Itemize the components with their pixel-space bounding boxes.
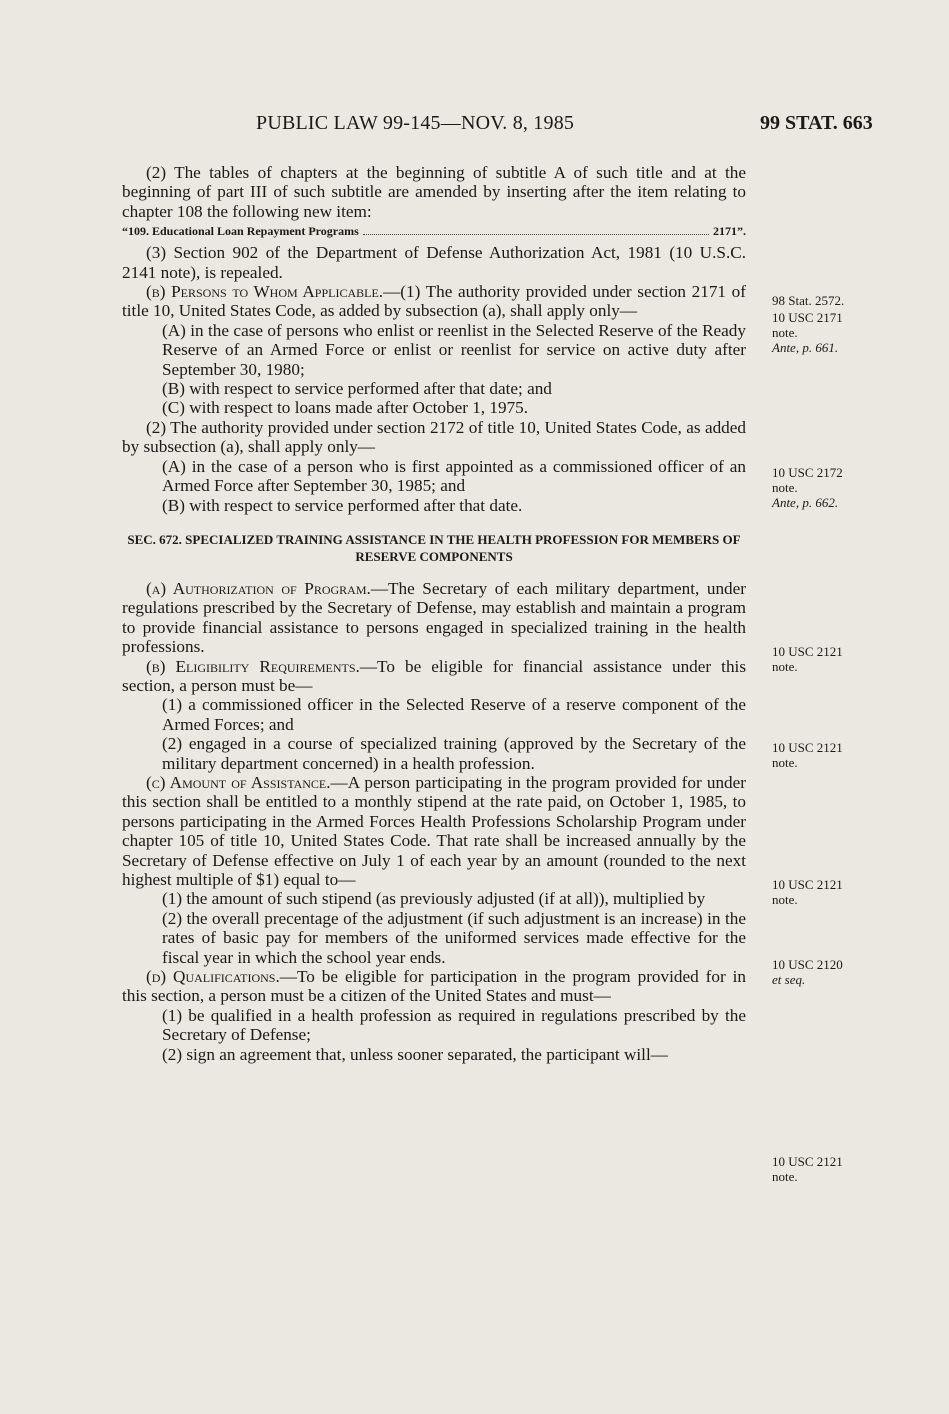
toc-item-page: 2171”. — [713, 224, 746, 239]
margin-note-line: 10 USC 2121 — [772, 740, 843, 755]
margin-note-line: et seq. — [772, 972, 806, 987]
document-body — [122, 163, 746, 1064]
clause: (1) a commissioned officer in the Selected Reserve of a reserve component of the Armed Forces; and — [162, 695, 746, 734]
margin-note-line: 98 Stat. 2572. — [772, 293, 845, 308]
subsection-text: —A person participating in the program provided for under this section shall be entitled to a monthly stipend at the rate paid, on October 1, 1985, to persons participating in the Armed Forces Health Professions Scholarship Program under chapter 105 of title 10, United States Code. That rate shall be increased annually by the Secretary of Defense effective on July 1 of each year by an amount (rounded to the next highest multiple of $1) equal to— — [122, 772, 746, 889]
margin-note — [772, 877, 843, 907]
margin-note — [772, 1154, 843, 1184]
paragraph: (2) The authority provided under section 2172 of title 10, United States Code, as added by subsection (a), shall apply only— — [122, 417, 746, 457]
margin-note-line: note. — [772, 659, 798, 674]
clause: (A) in the case of a person who is first appointed as a commissioned officer of an Armed Force after September 30, 1985; and — [162, 456, 746, 496]
margin-note-line: note. — [772, 480, 798, 495]
clause: (B) with respect to service performed after that date; and — [162, 379, 552, 399]
toc-leader — [363, 234, 709, 235]
paragraph: (2) The tables of chapters at the beginning of subtitle A of such title and at the beginning of part III of such subtitle are amended by inserting after the item relating to chapter 108 the following new item: — [122, 163, 746, 221]
margin-note-line: note. — [772, 892, 798, 907]
toc-item-label: “109. Educational Loan Repayment Programs — [122, 224, 359, 239]
margin-note-line: 10 USC 2171 — [772, 310, 843, 325]
subsection-text: —The Secretary of each military department, under regulations prescribed by the Secretary of Defense, may establish and maintain a program to provide financial assistance to persons engaged in specialized training in the health professions. — [122, 578, 746, 657]
margin-note — [772, 465, 843, 510]
margin-note-line: 10 USC 2172 — [772, 465, 843, 480]
subsection-text: —To be eligible for financial assistance under this section, a person must be— — [122, 656, 747, 695]
margin-note — [772, 644, 843, 674]
margin-note-line: note. — [772, 1169, 798, 1184]
margin-note-line: 10 USC 2120 — [772, 957, 843, 972]
paragraph — [122, 773, 746, 889]
page-header-title: PUBLIC LAW 99-145—NOV. 8, 1985 — [256, 112, 575, 134]
margin-note — [772, 293, 844, 308]
margin-note-line: note. — [772, 325, 798, 340]
paragraph — [122, 967, 746, 1006]
paragraph: (3) Section 902 of the Department of Defense Authorization Act, 1981 (10 U.S.C. 2141 note), is repealed. — [122, 243, 746, 282]
clause: (1) be qualified in a health profession as required in regulations prescribed by the Secretary of Defense; — [162, 1005, 746, 1045]
toc-entry — [122, 223, 746, 239]
subsection-heading: (a) Authorization of Program. — [146, 578, 371, 598]
margin-note-line: note. — [772, 755, 798, 770]
clause: (2) engaged in a course of specialized training (approved by the Secretary of the military department concerned) in a health profession. — [162, 734, 746, 773]
paragraph — [122, 579, 746, 657]
clause: (A) in the case of persons who enlist or reenlist in the Selected Reserve of the Ready Reserve of an Armed Force or enlist or reenlist for service on active duty after September 30, 1980; — [162, 320, 746, 379]
subsection-text: —(1) The authority provided under section 2171 of title 10, United States Code, as added by subsection (a), shall apply only— — [122, 282, 746, 321]
margin-note-line: 10 USC 2121 — [772, 1154, 843, 1169]
margin-note-line: Ante, p. 662. — [772, 495, 839, 510]
paragraph — [122, 657, 746, 696]
subsection-heading: (c) Amount of Assistance. — [146, 772, 331, 792]
clause: (B) with respect to service performed after that date. — [162, 495, 523, 515]
margin-note-line: 10 USC 2121 — [772, 877, 843, 892]
subsection-heading: (b) Eligibility Requirements. — [146, 656, 360, 676]
clause: (1) the amount of such stipend (as previously adjusted (if at all)), multiplied by — [162, 889, 706, 909]
subsection-heading: (d) Qualifications. — [146, 967, 280, 987]
section-heading: SEC. 672. SPECIALIZED TRAINING ASSISTANCE IN THE HEALTH PROFESSION FOR MEMBERS OF RESERVE COMPONENTS — [127, 531, 741, 564]
margin-note — [772, 740, 843, 770]
clause: (2) sign an agreement that, unless sooner separated, the participant will— — [162, 1044, 668, 1064]
subsection-text: —To be eligible for participation in the program provided for in this section, a person must be a citizen of the United States and must— — [122, 967, 746, 1006]
margin-note — [772, 310, 843, 355]
clause: (2) the overall precentage of the adjustment (if such adjustment is an increase) in the rates of basic pay for members of the uniformed services made effective for the fiscal year in which the school year ends. — [162, 908, 746, 967]
subsection-heading: (b) Persons to Whom Applicable. — [146, 282, 384, 302]
margin-note — [772, 957, 843, 987]
paragraph — [122, 282, 746, 321]
margin-note-line: 10 USC 2121 — [772, 644, 843, 659]
clause: (C) with respect to loans made after October 1, 1975. — [162, 398, 529, 418]
margin-note-line: Ante, p. 661. — [772, 340, 839, 355]
page-header-stat: 99 STAT. 663 — [760, 112, 873, 134]
